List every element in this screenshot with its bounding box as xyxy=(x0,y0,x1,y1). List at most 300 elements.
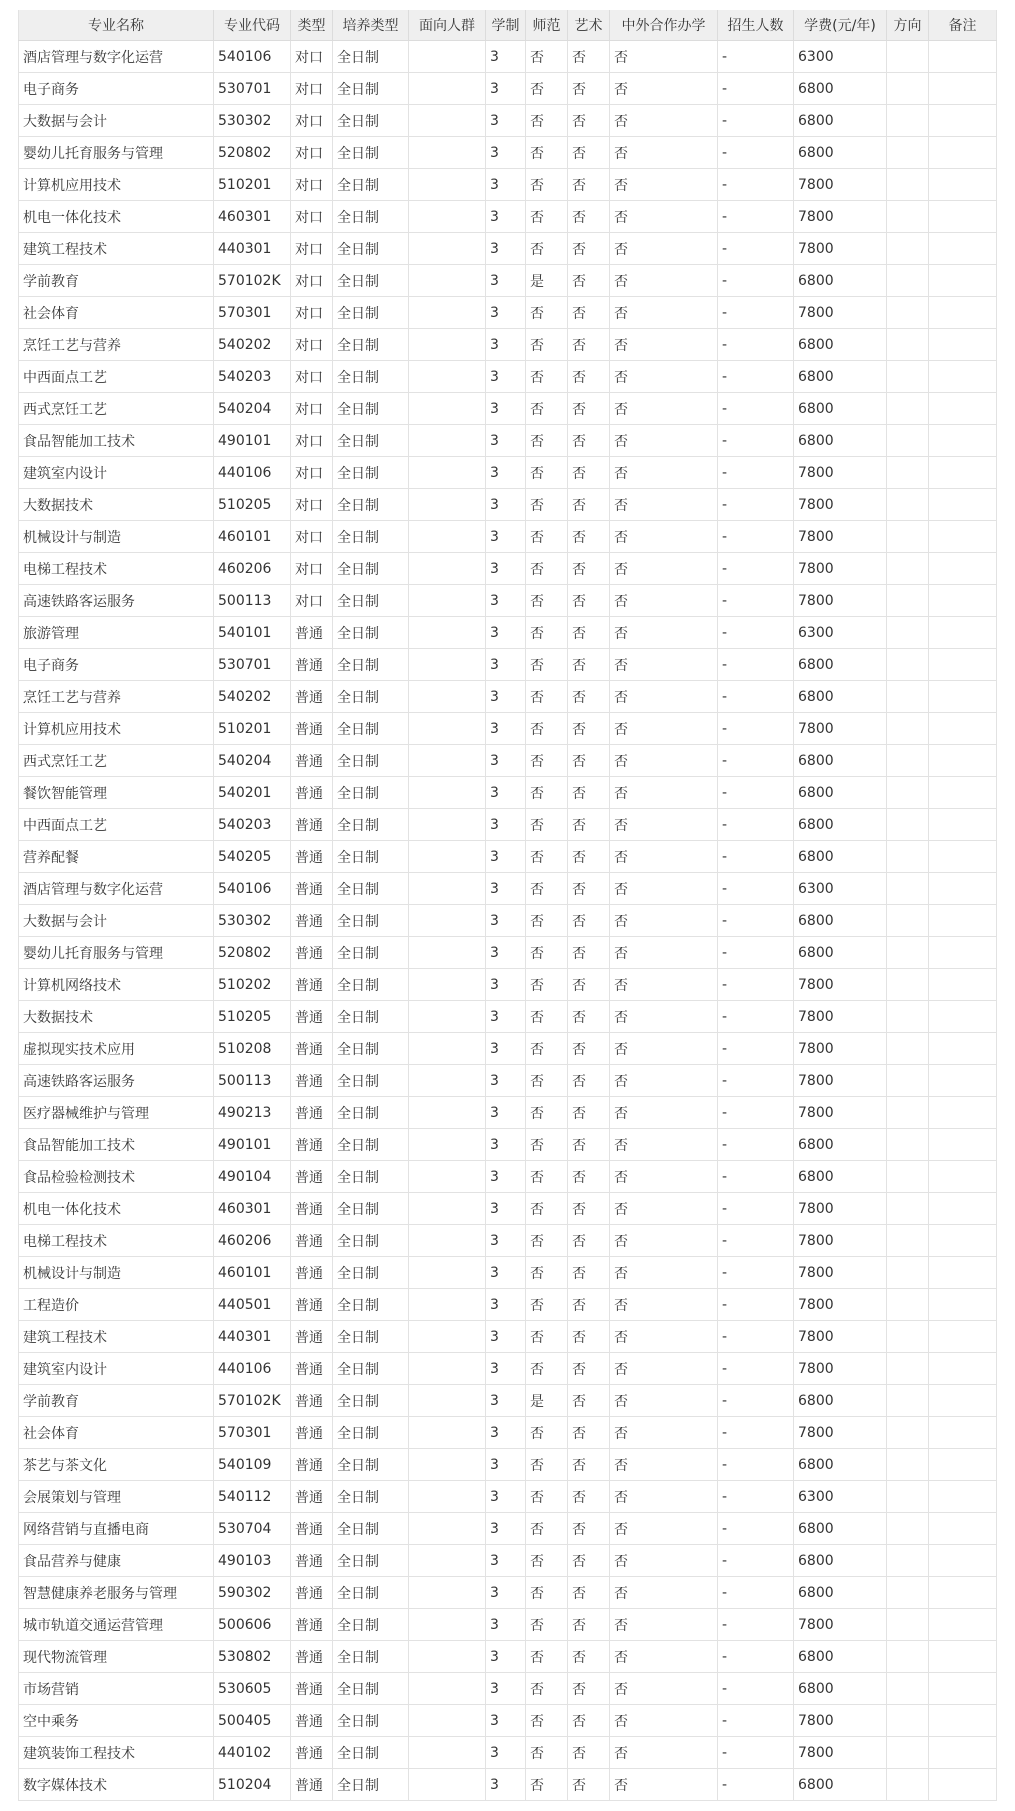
cell-joint: 否 xyxy=(610,1001,718,1033)
cell-joint: 否 xyxy=(610,969,718,1001)
cell-joint: 否 xyxy=(610,1385,718,1417)
cell-duration: 3 xyxy=(486,393,526,425)
cell-enrollment: - xyxy=(718,1353,794,1385)
cell-enrollment: - xyxy=(718,1673,794,1705)
cell-joint: 否 xyxy=(610,873,718,905)
table-row xyxy=(19,1065,997,1097)
cell-type: 对口 xyxy=(291,425,333,457)
column-header-joint: 中外合作办学 xyxy=(610,10,718,41)
cell-training-type: 全日制 xyxy=(333,1033,409,1065)
cell-training-type: 全日制 xyxy=(333,489,409,521)
cell-name: 中西面点工艺 xyxy=(19,361,214,393)
cell-name: 建筑室内设计 xyxy=(19,1353,214,1385)
table-row xyxy=(19,521,997,553)
cell-joint: 否 xyxy=(610,1737,718,1769)
cell-training-type: 全日制 xyxy=(333,937,409,969)
cell-enrollment: - xyxy=(718,393,794,425)
cell-remark xyxy=(929,809,997,841)
cell-name: 旅游管理 xyxy=(19,617,214,649)
cell-code: 490104 xyxy=(214,1161,291,1193)
cell-name: 医疗器械维护与管理 xyxy=(19,1097,214,1129)
cell-normal: 否 xyxy=(526,809,568,841)
cell-audience xyxy=(409,1321,486,1353)
cell-art: 否 xyxy=(568,585,610,617)
cell-type: 普通 xyxy=(291,969,333,1001)
cell-art: 否 xyxy=(568,361,610,393)
cell-joint: 否 xyxy=(610,1097,718,1129)
cell-code: 510205 xyxy=(214,1001,291,1033)
cell-direction xyxy=(887,1545,929,1577)
table-row xyxy=(19,1001,997,1033)
cell-audience xyxy=(409,1193,486,1225)
cell-training-type: 全日制 xyxy=(333,873,409,905)
cell-remark xyxy=(929,841,997,873)
cell-joint: 否 xyxy=(610,1641,718,1673)
cell-normal: 否 xyxy=(526,713,568,745)
cell-direction xyxy=(887,361,929,393)
cell-enrollment: - xyxy=(718,553,794,585)
cell-name: 学前教育 xyxy=(19,265,214,297)
cell-normal: 否 xyxy=(526,425,568,457)
cell-art: 否 xyxy=(568,233,610,265)
cell-art: 否 xyxy=(568,873,610,905)
cell-training-type: 全日制 xyxy=(333,1449,409,1481)
table-row xyxy=(19,713,997,745)
cell-normal: 否 xyxy=(526,105,568,137)
cell-tuition: 7800 xyxy=(794,1417,887,1449)
table-row xyxy=(19,777,997,809)
cell-code: 590302 xyxy=(214,1577,291,1609)
cell-duration: 3 xyxy=(486,233,526,265)
cell-remark xyxy=(929,873,997,905)
cell-enrollment: - xyxy=(718,489,794,521)
cell-audience xyxy=(409,1673,486,1705)
cell-duration: 3 xyxy=(486,1193,526,1225)
cell-duration: 3 xyxy=(486,1161,526,1193)
cell-art: 否 xyxy=(568,1129,610,1161)
cell-audience xyxy=(409,329,486,361)
column-header-audience: 面向人群 xyxy=(409,10,486,41)
cell-tuition: 7800 xyxy=(794,1225,887,1257)
cell-code: 530701 xyxy=(214,73,291,105)
cell-training-type: 全日制 xyxy=(333,1129,409,1161)
cell-normal: 否 xyxy=(526,137,568,169)
cell-art: 否 xyxy=(568,681,610,713)
cell-training-type: 全日制 xyxy=(333,73,409,105)
cell-type: 对口 xyxy=(291,585,333,617)
cell-tuition: 6300 xyxy=(794,41,887,73)
cell-art: 否 xyxy=(568,1001,610,1033)
cell-audience xyxy=(409,1097,486,1129)
cell-art: 否 xyxy=(568,137,610,169)
cell-direction xyxy=(887,841,929,873)
cell-duration: 3 xyxy=(486,905,526,937)
cell-remark xyxy=(929,297,997,329)
cell-direction xyxy=(887,1001,929,1033)
cell-duration: 3 xyxy=(486,1737,526,1769)
table-row xyxy=(19,553,997,585)
cell-art: 否 xyxy=(568,1545,610,1577)
cell-duration: 3 xyxy=(486,521,526,553)
cell-audience xyxy=(409,905,486,937)
cell-duration: 3 xyxy=(486,489,526,521)
cell-duration: 3 xyxy=(486,105,526,137)
cell-training-type: 全日制 xyxy=(333,809,409,841)
table-row xyxy=(19,1161,997,1193)
cell-audience xyxy=(409,137,486,169)
cell-audience xyxy=(409,393,486,425)
cell-type: 普通 xyxy=(291,1001,333,1033)
cell-direction xyxy=(887,489,929,521)
cell-duration: 3 xyxy=(486,585,526,617)
cell-audience xyxy=(409,521,486,553)
cell-type: 普通 xyxy=(291,1033,333,1065)
cell-direction xyxy=(887,1609,929,1641)
cell-direction xyxy=(887,649,929,681)
cell-enrollment: - xyxy=(718,169,794,201)
cell-normal: 否 xyxy=(526,745,568,777)
cell-audience xyxy=(409,105,486,137)
cell-training-type: 全日制 xyxy=(333,969,409,1001)
cell-training-type: 全日制 xyxy=(333,1353,409,1385)
cell-normal: 否 xyxy=(526,1193,568,1225)
cell-enrollment: - xyxy=(718,681,794,713)
cell-training-type: 全日制 xyxy=(333,649,409,681)
cell-direction xyxy=(887,1417,929,1449)
cell-art: 否 xyxy=(568,1641,610,1673)
cell-code: 440102 xyxy=(214,1737,291,1769)
cell-training-type: 全日制 xyxy=(333,1673,409,1705)
cell-enrollment: - xyxy=(718,425,794,457)
cell-type: 普通 xyxy=(291,937,333,969)
cell-remark xyxy=(929,1033,997,1065)
cell-art: 否 xyxy=(568,105,610,137)
table-row xyxy=(19,905,997,937)
cell-name: 茶艺与茶文化 xyxy=(19,1449,214,1481)
cell-audience xyxy=(409,1513,486,1545)
cell-tuition: 7800 xyxy=(794,1097,887,1129)
cell-audience xyxy=(409,841,486,873)
cell-tuition: 7800 xyxy=(794,969,887,1001)
cell-remark xyxy=(929,489,997,521)
table-row xyxy=(19,585,997,617)
cell-tuition: 7800 xyxy=(794,297,887,329)
cell-tuition: 6800 xyxy=(794,425,887,457)
cell-name: 工程造价 xyxy=(19,1289,214,1321)
cell-type: 普通 xyxy=(291,617,333,649)
cell-enrollment: - xyxy=(718,1577,794,1609)
cell-code: 540202 xyxy=(214,681,291,713)
cell-enrollment: - xyxy=(718,1481,794,1513)
cell-code: 510202 xyxy=(214,969,291,1001)
cell-training-type: 全日制 xyxy=(333,105,409,137)
cell-normal: 否 xyxy=(526,1065,568,1097)
cell-joint: 否 xyxy=(610,1193,718,1225)
column-header-type: 类型 xyxy=(291,10,333,41)
table-row xyxy=(19,1193,997,1225)
cell-joint: 否 xyxy=(610,1513,718,1545)
cell-code: 530701 xyxy=(214,649,291,681)
cell-direction xyxy=(887,1353,929,1385)
cell-normal: 否 xyxy=(526,297,568,329)
table-row xyxy=(19,745,997,777)
cell-training-type: 全日制 xyxy=(333,41,409,73)
cell-direction xyxy=(887,41,929,73)
cell-normal: 否 xyxy=(526,585,568,617)
cell-direction xyxy=(887,1033,929,1065)
cell-normal: 否 xyxy=(526,1321,568,1353)
cell-remark xyxy=(929,1449,997,1481)
cell-direction xyxy=(887,713,929,745)
cell-normal: 否 xyxy=(526,937,568,969)
cell-audience xyxy=(409,489,486,521)
cell-type: 普通 xyxy=(291,1417,333,1449)
cell-remark xyxy=(929,1097,997,1129)
cell-training-type: 全日制 xyxy=(333,297,409,329)
cell-audience xyxy=(409,1545,486,1577)
cell-joint: 否 xyxy=(610,393,718,425)
cell-name: 酒店管理与数字化运营 xyxy=(19,873,214,905)
cell-art: 否 xyxy=(568,1673,610,1705)
cell-audience xyxy=(409,745,486,777)
cell-enrollment: - xyxy=(718,105,794,137)
cell-name: 大数据技术 xyxy=(19,1001,214,1033)
cell-enrollment: - xyxy=(718,1321,794,1353)
cell-duration: 3 xyxy=(486,1225,526,1257)
cell-direction xyxy=(887,329,929,361)
cell-code: 570301 xyxy=(214,297,291,329)
cell-audience xyxy=(409,681,486,713)
cell-joint: 否 xyxy=(610,1257,718,1289)
cell-name: 婴幼儿托育服务与管理 xyxy=(19,937,214,969)
cell-training-type: 全日制 xyxy=(333,617,409,649)
cell-type: 普通 xyxy=(291,809,333,841)
cell-normal: 否 xyxy=(526,841,568,873)
cell-remark xyxy=(929,169,997,201)
cell-art: 否 xyxy=(568,905,610,937)
cell-tuition: 7800 xyxy=(794,1353,887,1385)
cell-audience xyxy=(409,1641,486,1673)
cell-tuition: 6800 xyxy=(794,329,887,361)
cell-type: 对口 xyxy=(291,329,333,361)
cell-direction xyxy=(887,745,929,777)
cell-name: 烹饪工艺与营养 xyxy=(19,329,214,361)
cell-name: 现代物流管理 xyxy=(19,1641,214,1673)
cell-training-type: 全日制 xyxy=(333,425,409,457)
cell-art: 否 xyxy=(568,1609,610,1641)
table-row xyxy=(19,361,997,393)
cell-name: 建筑室内设计 xyxy=(19,457,214,489)
cell-duration: 3 xyxy=(486,1033,526,1065)
cell-enrollment: - xyxy=(718,1769,794,1801)
cell-duration: 3 xyxy=(486,1577,526,1609)
table-row xyxy=(19,1353,997,1385)
table-row xyxy=(19,681,997,713)
cell-audience xyxy=(409,713,486,745)
cell-tuition: 6800 xyxy=(794,105,887,137)
cell-remark xyxy=(929,1417,997,1449)
cell-code: 490103 xyxy=(214,1545,291,1577)
cell-remark xyxy=(929,1193,997,1225)
cell-training-type: 全日制 xyxy=(333,1481,409,1513)
cell-type: 普通 xyxy=(291,745,333,777)
cell-art: 否 xyxy=(568,297,610,329)
cell-remark xyxy=(929,1321,997,1353)
cell-code: 440106 xyxy=(214,1353,291,1385)
cell-art: 否 xyxy=(568,553,610,585)
cell-direction xyxy=(887,809,929,841)
cell-remark xyxy=(929,1001,997,1033)
cell-type: 普通 xyxy=(291,649,333,681)
cell-name: 机电一体化技术 xyxy=(19,1193,214,1225)
cell-name: 计算机网络技术 xyxy=(19,969,214,1001)
cell-normal: 否 xyxy=(526,1353,568,1385)
cell-training-type: 全日制 xyxy=(333,1385,409,1417)
cell-tuition: 6800 xyxy=(794,1449,887,1481)
cell-name: 大数据与会计 xyxy=(19,105,214,137)
cell-audience xyxy=(409,265,486,297)
cell-code: 460301 xyxy=(214,201,291,233)
cell-normal: 是 xyxy=(526,1385,568,1417)
cell-remark xyxy=(929,1289,997,1321)
cell-training-type: 全日制 xyxy=(333,1161,409,1193)
cell-joint: 否 xyxy=(610,1225,718,1257)
cell-code: 540101 xyxy=(214,617,291,649)
cell-code: 510208 xyxy=(214,1033,291,1065)
cell-training-type: 全日制 xyxy=(333,1769,409,1801)
cell-joint: 否 xyxy=(610,777,718,809)
cell-normal: 否 xyxy=(526,777,568,809)
cell-normal: 是 xyxy=(526,265,568,297)
cell-remark xyxy=(929,201,997,233)
cell-direction xyxy=(887,1641,929,1673)
cell-direction xyxy=(887,1737,929,1769)
cell-remark xyxy=(929,1353,997,1385)
cell-normal: 否 xyxy=(526,1641,568,1673)
cell-joint: 否 xyxy=(610,73,718,105)
cell-duration: 3 xyxy=(486,553,526,585)
cell-normal: 否 xyxy=(526,393,568,425)
cell-enrollment: - xyxy=(718,1193,794,1225)
table-row xyxy=(19,1449,997,1481)
cell-enrollment: - xyxy=(718,1449,794,1481)
column-header-code: 专业代码 xyxy=(214,10,291,41)
cell-audience xyxy=(409,937,486,969)
cell-remark xyxy=(929,649,997,681)
cell-remark xyxy=(929,969,997,1001)
column-header-duration: 学制 xyxy=(486,10,526,41)
cell-code: 460301 xyxy=(214,1193,291,1225)
cell-code: 510201 xyxy=(214,713,291,745)
cell-direction xyxy=(887,1065,929,1097)
cell-remark xyxy=(929,937,997,969)
cell-code: 460101 xyxy=(214,521,291,553)
cell-tuition: 7800 xyxy=(794,1321,887,1353)
cell-type: 对口 xyxy=(291,233,333,265)
cell-direction xyxy=(887,1449,929,1481)
table-row xyxy=(19,201,997,233)
cell-normal: 否 xyxy=(526,1417,568,1449)
cell-art: 否 xyxy=(568,809,610,841)
cell-type: 普通 xyxy=(291,1065,333,1097)
cell-enrollment: - xyxy=(718,1737,794,1769)
cell-enrollment: - xyxy=(718,73,794,105)
cell-enrollment: - xyxy=(718,745,794,777)
cell-code: 460206 xyxy=(214,553,291,585)
cell-direction xyxy=(887,681,929,713)
table-row xyxy=(19,969,997,1001)
cell-remark xyxy=(929,1481,997,1513)
cell-direction xyxy=(887,233,929,265)
cell-type: 对口 xyxy=(291,393,333,425)
table-row xyxy=(19,489,997,521)
cell-duration: 3 xyxy=(486,1769,526,1801)
cell-code: 500606 xyxy=(214,1609,291,1641)
cell-enrollment: - xyxy=(718,201,794,233)
cell-code: 440106 xyxy=(214,457,291,489)
table-header xyxy=(19,10,997,41)
cell-art: 否 xyxy=(568,393,610,425)
cell-name: 社会体育 xyxy=(19,1417,214,1449)
cell-direction xyxy=(887,969,929,1001)
cell-code: 460101 xyxy=(214,1257,291,1289)
cell-normal: 否 xyxy=(526,1769,568,1801)
cell-remark xyxy=(929,105,997,137)
cell-normal: 否 xyxy=(526,969,568,1001)
cell-training-type: 全日制 xyxy=(333,233,409,265)
cell-direction xyxy=(887,297,929,329)
table-row xyxy=(19,1513,997,1545)
cell-enrollment: - xyxy=(718,233,794,265)
cell-normal: 否 xyxy=(526,1449,568,1481)
table-row xyxy=(19,457,997,489)
cell-direction xyxy=(887,457,929,489)
cell-code: 530302 xyxy=(214,105,291,137)
cell-art: 否 xyxy=(568,73,610,105)
cell-duration: 3 xyxy=(486,841,526,873)
cell-tuition: 7800 xyxy=(794,489,887,521)
cell-duration: 3 xyxy=(486,425,526,457)
cell-training-type: 全日制 xyxy=(333,1289,409,1321)
cell-direction xyxy=(887,1481,929,1513)
cell-training-type: 全日制 xyxy=(333,585,409,617)
cell-name: 网络营销与直播电商 xyxy=(19,1513,214,1545)
cell-name: 空中乘务 xyxy=(19,1705,214,1737)
cell-training-type: 全日制 xyxy=(333,329,409,361)
table-row xyxy=(19,1481,997,1513)
cell-direction xyxy=(887,73,929,105)
cell-name: 餐饮智能管理 xyxy=(19,777,214,809)
table-row xyxy=(19,1321,997,1353)
cell-tuition: 6800 xyxy=(794,809,887,841)
cell-type: 普通 xyxy=(291,1193,333,1225)
cell-audience xyxy=(409,1737,486,1769)
cell-type: 对口 xyxy=(291,169,333,201)
cell-type: 对口 xyxy=(291,73,333,105)
cell-art: 否 xyxy=(568,1225,610,1257)
table-row xyxy=(19,1129,997,1161)
cell-art: 否 xyxy=(568,1577,610,1609)
cell-direction xyxy=(887,169,929,201)
cell-duration: 3 xyxy=(486,329,526,361)
cell-code: 520802 xyxy=(214,937,291,969)
cell-audience xyxy=(409,1161,486,1193)
cell-joint: 否 xyxy=(610,905,718,937)
cell-training-type: 全日制 xyxy=(333,1065,409,1097)
cell-audience xyxy=(409,1129,486,1161)
cell-normal: 否 xyxy=(526,73,568,105)
cell-joint: 否 xyxy=(610,41,718,73)
